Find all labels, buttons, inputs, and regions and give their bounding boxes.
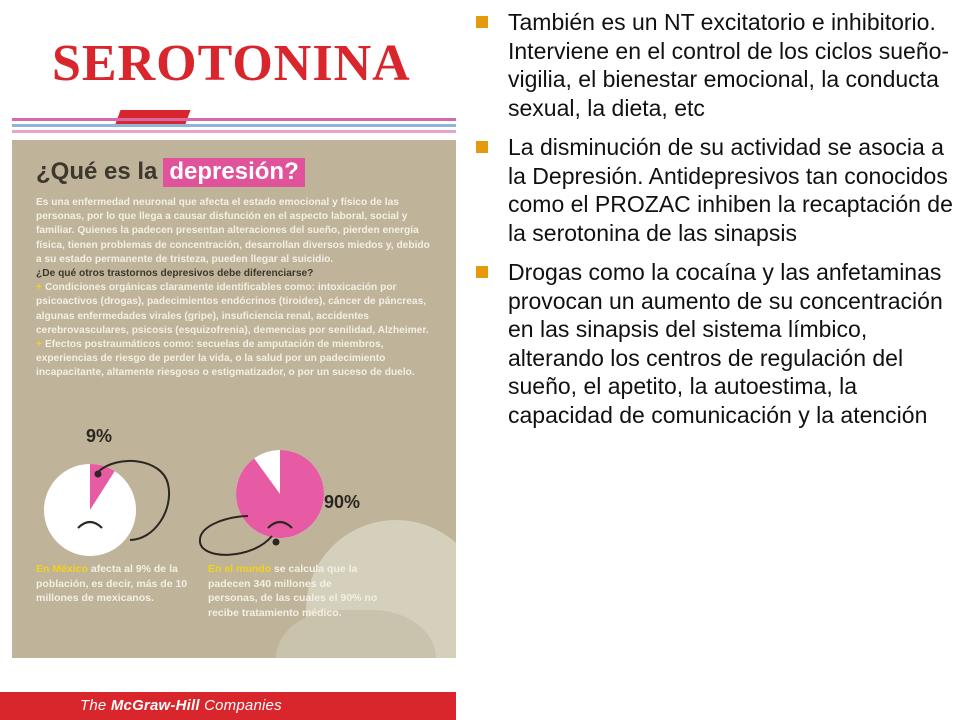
mexico-caption: En México afecta al 9% de la población, es decir, más de 10 millones de mexicanos.: [36, 563, 188, 604]
infographic-heading-prefix: ¿Qué es la: [36, 158, 158, 185]
infographic-item: + Efectos postraumáticos como: secuelas de amputación de miembros, experiencias de riesgo de perder la vida, o la salud por un padecimiento incapacitante, altamente riesgoso o estigmatizador, o por un suceso de duelo.: [36, 339, 415, 379]
publisher-logo: The McGraw-Hill Companies: [80, 697, 282, 714]
infographic-intro: Es una enfermedad neuronal que afecta el estado emocional y físico de las personas, por lo que llega a causar disfunción en el aspecto laboral, social y familiar. Quienes la padecen presentan alteraciones del sueño, pierden energía física, tienen problemas de concentración, desarrollan diversos miedos y, debido a su estado permanente de tristeza, pueden llegar al suicidio.: [36, 197, 430, 265]
bullet-square-icon: [476, 16, 488, 28]
slide-title: SEROTONINA: [52, 35, 411, 92]
bullet-text: También es un NT excitatorio e inhibitorio. Interviene en el control de los ciclos sueño-vigilia, el bienestar emocional, la conducta sexual, la dieta, etc: [508, 9, 950, 121]
connector-dot: [95, 471, 102, 478]
world-percent-label: 90%: [324, 492, 361, 512]
bullet-text: Drogas como la cocaína y las anfetaminas provocan un aumento de su concentración en las sinapsis del sistema límbico, alterando los centros de regulación del sueño, el apetito, la autoestima, la capacidad de comunicación y la atención: [508, 259, 943, 428]
infographic-question: ¿De qué otros trastornos depresivos debe diferenciarse?: [36, 268, 314, 280]
world-caption: En el mundo se calcula que la padecen 340 millones de personas, de las cuales el 90% no recibe tratamiento médico.: [208, 563, 378, 619]
bullet-list: [476, 8, 954, 440]
bullet-item: [476, 258, 954, 429]
bullet-text: La disminución de su actividad se asocia a la Depresión. Antidepresivos tan conocidos como el PROZAC inhiben la recaptación de la serotonina de las sinapsis: [508, 134, 953, 246]
bullet-square-icon: [476, 266, 488, 278]
mexico-percent-label: 9%: [86, 426, 113, 446]
mexico-pie-chart: [42, 458, 192, 563]
depression-infographic: [12, 140, 456, 658]
bullet-item: [476, 8, 954, 122]
publisher-footer: [0, 692, 456, 720]
connector-dot: [273, 539, 280, 546]
bullet-item: [476, 133, 954, 247]
decorative-stripes: [12, 118, 456, 140]
infographic-heading-highlight: depresión?: [163, 158, 304, 187]
infographic-item: + Condiciones orgánicas claramente identificables como: intoxicación por psicoactivos (drogas), padecimientos endócrinos (tiroides), cáncer de páncreas, algunas enfermedades virales (gripe), insuficiencia renal, accidentes cerebrovasculares, psicosis (esquizofrenia), demencias por senilidad, Alzheimer.: [36, 282, 429, 336]
world-pie-chart: [192, 450, 342, 570]
bullet-square-icon: [476, 141, 488, 153]
infographic-text: [36, 196, 436, 381]
infographic-heading: [36, 158, 305, 186]
